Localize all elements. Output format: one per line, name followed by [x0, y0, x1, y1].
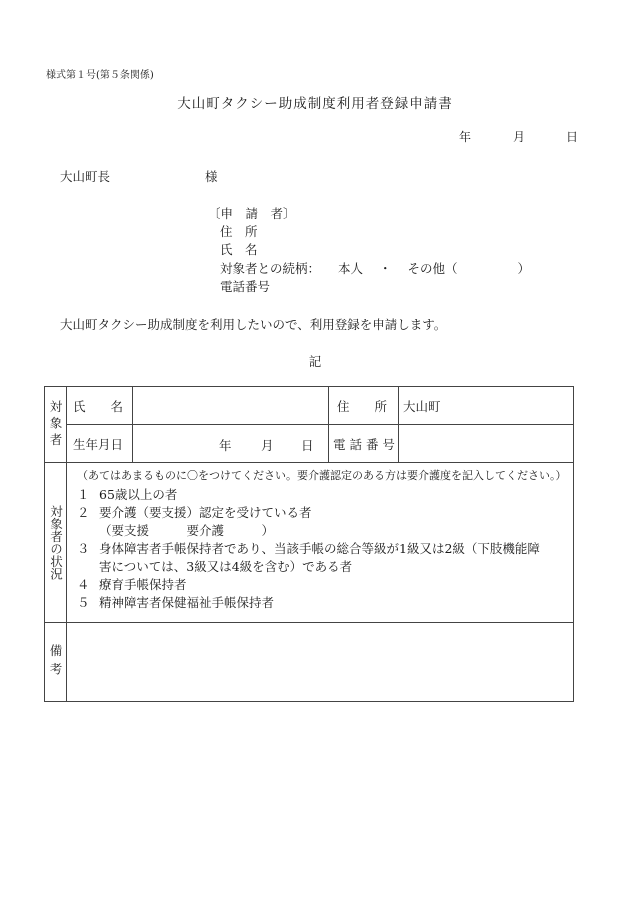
target-person-header	[45, 387, 67, 463]
birth-date-label: 生年月日	[67, 425, 133, 463]
remarks-label: 備考	[48, 643, 63, 681]
birth-month-label: 月	[261, 438, 274, 453]
birth-day-label: 日	[301, 438, 314, 453]
relation-separator: ・	[379, 261, 392, 276]
name-value-cell[interactable]	[133, 387, 329, 425]
honorific: 様	[205, 169, 218, 184]
document-title: 大山町タクシー助成制度利用者登録申請書	[177, 96, 453, 112]
condition-number: ２	[77, 505, 90, 520]
applicant-phone-label: 電話番号	[220, 279, 271, 294]
application-statement: 大山町タクシー助成制度を利用したいので、利用登録を申請します。	[60, 317, 447, 332]
condition-label: 対象者の状況	[48, 505, 64, 580]
condition-number: ４	[77, 577, 90, 592]
relation-label: 対象者との続柄：	[220, 261, 321, 276]
addressee: 大山町長	[60, 169, 111, 184]
condition-item[interactable]	[77, 576, 565, 594]
remarks-cell[interactable]	[67, 623, 574, 702]
applicant-name-label: 氏 名	[220, 242, 258, 257]
date-month: 月	[513, 130, 526, 144]
date-year: 年	[459, 130, 472, 144]
birth-year-label: 年	[219, 438, 232, 453]
condition-note: （あてはあまるものに〇をつけてください。要介護認定のある方は要介護度を記入してください。）	[77, 469, 567, 482]
condition-item[interactable]	[77, 504, 565, 540]
condition-text: 要介護（要支援）認定を受けている者	[99, 505, 312, 520]
applicant-label: 〔申 請 者〕	[208, 206, 296, 221]
relation-other-option[interactable]: その他（	[407, 261, 458, 276]
name-label: 氏 名	[67, 387, 133, 425]
condition-subtext: （要支援 要介護 ）	[99, 523, 275, 538]
address-value[interactable]: 大山町	[399, 387, 574, 425]
ki-marker: 記	[308, 354, 322, 369]
condition-number: ５	[77, 595, 90, 610]
condition-list-cell	[67, 463, 574, 623]
condition-item[interactable]	[77, 486, 565, 504]
condition-item[interactable]	[77, 594, 565, 612]
remarks-header	[45, 623, 67, 702]
condition-text: 精神障害者保健福祉手帳保持者	[99, 595, 275, 610]
condition-header	[45, 463, 67, 623]
relation-other-close: ）	[517, 261, 531, 276]
phone-value-cell[interactable]	[399, 425, 574, 463]
phone-label: 電 話 番 号	[329, 425, 399, 463]
condition-number: ３	[77, 541, 90, 556]
condition-text: 身体障害者手帳保持者であり、当該手帳の総合等級が1級又は2級（下肢機能障	[99, 541, 540, 556]
condition-text: 療育手帳保持者	[99, 577, 187, 592]
condition-item[interactable]	[77, 540, 565, 576]
applicant-address-label: 住 所	[220, 224, 258, 239]
condition-number: １	[77, 487, 90, 502]
date-day: 日	[566, 130, 579, 144]
registration-table	[44, 386, 574, 702]
birth-date-cell[interactable]	[133, 425, 329, 463]
applicant-relation-row	[220, 259, 530, 277]
relation-self-option[interactable]: 本人	[338, 261, 364, 276]
target-person-label: 対象者	[48, 399, 63, 450]
address-label: 住 所	[329, 387, 399, 425]
condition-subtext: 害については、3級又は4級を含む）である者	[99, 559, 353, 574]
condition-text: 65歳以上の者	[99, 487, 178, 502]
form-number: 様式第１号(第５条関係)	[46, 70, 154, 81]
